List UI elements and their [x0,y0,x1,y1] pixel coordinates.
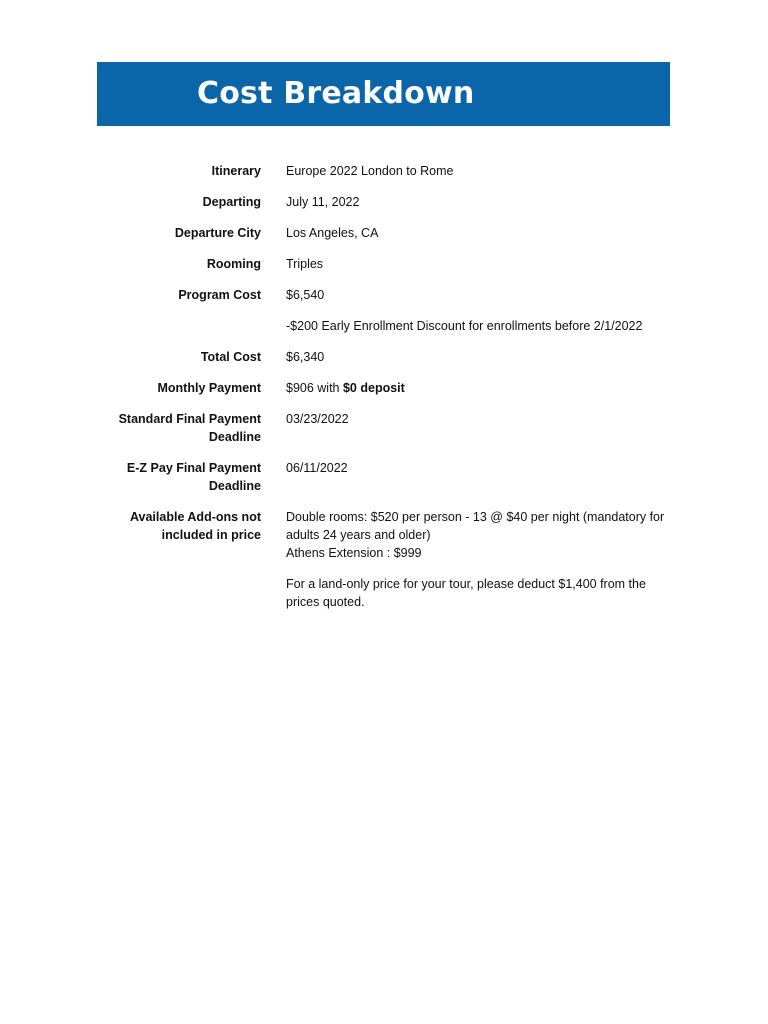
itinerary-label: Itinerary [211,164,261,178]
departure-city-value: Los Angeles, CA [286,226,379,240]
addon-double-rooms: Double rooms: $520 per person - 13 @ $40 per night (mandatory for adults 24 years and older) Athens Extension : $999 [286,510,665,560]
ez-pay-final-payment-label: E-Z Pay Final Payment Deadline [126,461,261,493]
program-cost-value: $6,540 [286,288,325,302]
row-program-cost [97,286,670,304]
program-cost-label: Program Cost [178,288,261,302]
page-title: Cost Breakdown [197,76,475,111]
row-standard-final-payment [97,410,670,446]
available-addons-label: Available Add-ons not included in price [129,510,261,542]
total-cost-label: Total Cost [200,350,261,364]
cost-breakdown-table [97,162,670,624]
row-departing [97,193,670,211]
total-cost-value: $6,340 [286,350,325,364]
discount-value: -$200 Early Enrollment Discount for enrollments before 2/1/2022 [286,319,643,333]
rooming-value: Triples [286,257,324,271]
monthly-payment-amount: $906 with [286,381,343,395]
standard-final-payment-label: Standard Final Payment Deadline [118,412,261,444]
row-monthly-payment [97,379,670,397]
monthly-payment-value [286,379,670,397]
title-banner [97,62,670,126]
row-departure-city [97,224,670,242]
itinerary-value: Europe 2022 London to Rome [286,164,454,178]
standard-final-payment-value: 03/23/2022 [286,412,349,426]
departing-label: Departing [202,195,261,209]
departing-value: July 11, 2022 [286,195,360,209]
row-available-addons [97,508,670,611]
ez-pay-final-payment-value: 06/11/2022 [286,461,348,475]
rooming-label: Rooming [206,257,261,271]
available-addons-value [286,508,670,611]
land-only-note: For a land-only price for your tour, please deduct $1,400 from the prices quoted. [286,577,646,609]
row-rooming [97,255,670,273]
row-ez-pay-final-payment [97,459,670,495]
departure-city-label: Departure City [174,226,261,240]
deposit-amount: $0 deposit [342,381,405,395]
row-discount [97,317,670,335]
row-itinerary [97,162,670,180]
monthly-payment-label: Monthly Payment [157,381,261,395]
row-total-cost [97,348,670,366]
addon-athens-extension: Athens Extension : $999 [286,546,422,560]
